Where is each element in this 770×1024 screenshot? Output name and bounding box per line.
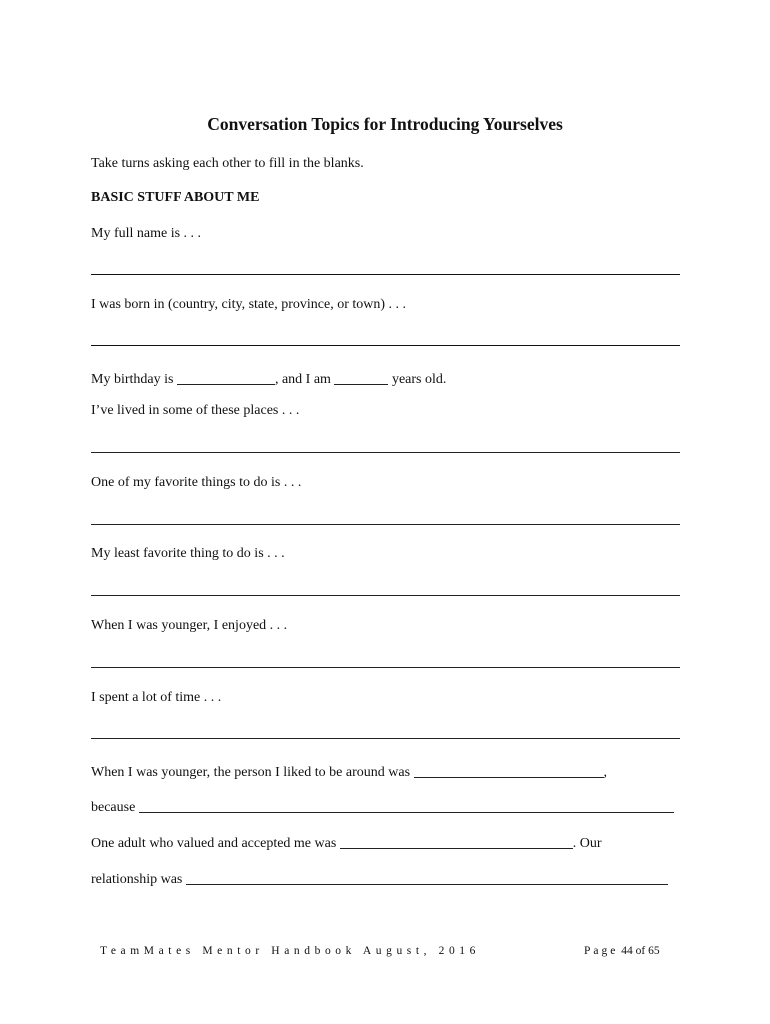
younger-person-comma: , bbox=[603, 765, 608, 780]
answer-line-favorite-thing[interactable] bbox=[91, 524, 680, 525]
birthday-text-3: years old. bbox=[391, 372, 447, 387]
adult-valued-text: One adult who valued and accepted me was bbox=[91, 836, 337, 851]
answer-line-spent-time[interactable] bbox=[91, 738, 680, 739]
section-heading: BASIC STUFF ABOUT ME bbox=[91, 190, 260, 205]
footer-handbook-label: TeamMates Mentor Handbook August, 2016 bbox=[100, 945, 481, 957]
instructions-text: Take turns asking each other to fill in the blanks. bbox=[91, 156, 364, 171]
younger-person-blank[interactable] bbox=[414, 763, 604, 778]
footer-of-word: of bbox=[635, 945, 646, 957]
prompt-younger-enjoyed: When I was younger, I enjoyed . . . bbox=[91, 618, 288, 633]
prompt-favorite-thing: One of my favorite things to do is . . . bbox=[91, 475, 302, 490]
footer-page-current: 44 bbox=[621, 945, 633, 957]
prompt-full-name: My full name is . . . bbox=[91, 226, 202, 241]
page-title: Conversation Topics for Introducing Yourselves bbox=[207, 114, 563, 134]
prompt-born-in: I was born in (country, city, state, province, or town) . . . bbox=[91, 297, 407, 312]
footer-page-total: 65 bbox=[648, 945, 660, 957]
because-text: because bbox=[91, 800, 136, 815]
relationship-text: relationship was bbox=[91, 872, 183, 887]
prompt-lived-in: I’ve lived in some of these places . . . bbox=[91, 403, 300, 418]
prompt-relationship bbox=[91, 868, 668, 888]
prompt-spent-time: I spent a lot of time . . . bbox=[91, 690, 222, 705]
birthday-text-1: My birthday is bbox=[91, 372, 174, 387]
answer-line-least-favorite[interactable] bbox=[91, 595, 680, 596]
age-blank[interactable] bbox=[334, 370, 388, 385]
birthday-blank[interactable] bbox=[177, 370, 275, 385]
prompt-least-favorite: My least favorite thing to do is . . . bbox=[91, 546, 285, 561]
prompt-birthday bbox=[91, 368, 446, 388]
prompt-adult-valued bbox=[91, 832, 602, 852]
younger-person-text: When I was younger, the person I liked to be around was bbox=[91, 765, 411, 780]
answer-line-born-in[interactable] bbox=[91, 345, 680, 346]
prompt-younger-person bbox=[91, 761, 607, 781]
answer-line-younger-enjoyed[interactable] bbox=[91, 667, 680, 668]
footer-page-word: Page bbox=[584, 945, 619, 957]
adult-valued-blank[interactable] bbox=[340, 834, 573, 849]
answer-line-lived-in[interactable] bbox=[91, 452, 680, 453]
answer-line-full-name[interactable] bbox=[91, 274, 680, 275]
birthday-text-2: , and I am bbox=[274, 372, 331, 387]
footer-page-number bbox=[584, 945, 660, 957]
relationship-blank[interactable] bbox=[186, 870, 668, 885]
adult-valued-our: . Our bbox=[572, 836, 602, 851]
prompt-because bbox=[91, 796, 674, 816]
because-blank[interactable] bbox=[139, 798, 674, 813]
